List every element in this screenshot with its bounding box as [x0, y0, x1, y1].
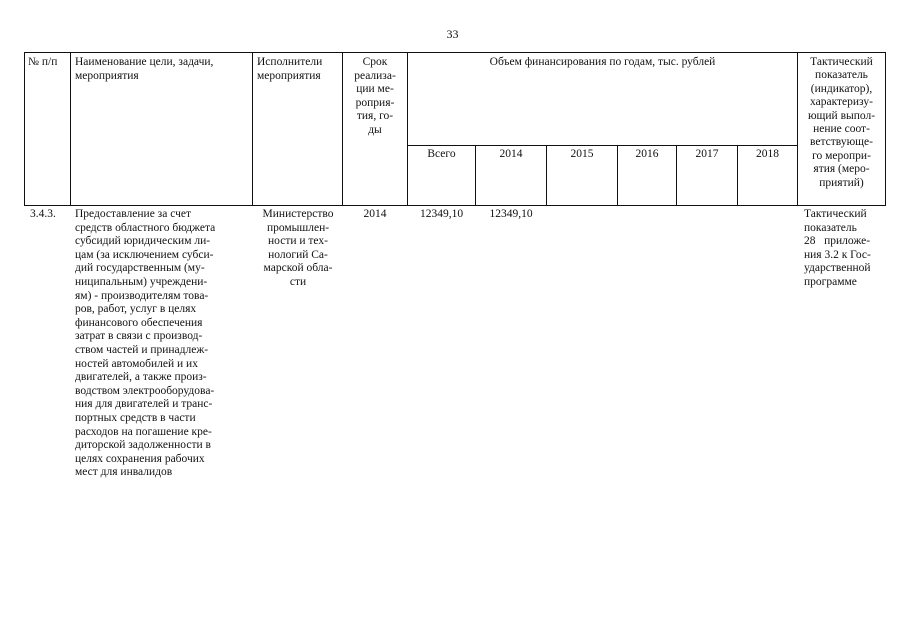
header-year-2016: 2016	[635, 148, 659, 160]
header-year-2014: 2014	[499, 148, 523, 160]
row-name-line: ния для двигателей и транс-	[75, 398, 213, 411]
header-total: Всего	[427, 148, 456, 160]
col-border	[24, 52, 25, 206]
row-name-line: ностей автомобилей и их	[75, 357, 198, 370]
row-name-line: ниципальным) учреждени-	[75, 275, 208, 288]
row-name-line: ров, работ, услуг в целях	[75, 303, 197, 316]
row-indicator-line: показатель	[804, 221, 857, 234]
year-subheader-border	[407, 145, 798, 146]
header-indicator-line: показатель	[815, 69, 868, 82]
row-name-line: Предоставление за счет	[75, 208, 191, 220]
row-name-line: цам (за исключением субси-	[75, 248, 214, 261]
row-indicator-line: 28 приложе-	[804, 235, 871, 248]
row-name-line: ством частей и принадлеж-	[75, 343, 209, 356]
row-name-line: мест для инвалидов	[75, 466, 173, 479]
header-indicator-line: характеризу-	[810, 96, 873, 109]
header-year-2018: 2018	[756, 148, 779, 160]
row-executor-line: сти	[289, 275, 307, 288]
row-num: 3.4.3.	[30, 208, 56, 220]
row-year-2014: 12349,10	[489, 208, 533, 220]
header-period-line: реализа-	[354, 69, 396, 82]
row-executor-line: промышлен-	[266, 221, 330, 234]
row-executors	[253, 208, 343, 290]
header-indicator-line: ветствующе-	[810, 136, 873, 149]
header-period-line: ды	[368, 123, 382, 136]
row-executor-line: марской обла-	[263, 262, 333, 275]
row-executor-line: ности и тех-	[268, 235, 328, 248]
header-indicator-line: ющий выпол-	[807, 109, 876, 122]
row-name-line: портных средств в части	[75, 411, 196, 424]
header-indicator-line: приятий)	[819, 176, 864, 189]
row-period: 2014	[363, 208, 387, 220]
header-period-line: ции ме-	[356, 83, 394, 96]
row-name-line: субсидий юридическим ли-	[75, 235, 211, 248]
header-name: Наименование цели, задачи, мероприятия	[75, 56, 214, 82]
header-bottom-border	[24, 205, 886, 206]
header-period	[343, 56, 407, 138]
row-total: 12349,10	[419, 208, 464, 220]
col-border	[252, 52, 253, 206]
header-indicator-line: Тактический	[810, 56, 873, 68]
row-indicator-line: программе	[804, 275, 857, 288]
row-executor-line: нологий Са-	[268, 248, 328, 261]
header-indicator-line: ятия (меро-	[813, 163, 870, 176]
row-indicator	[804, 208, 886, 290]
header-indicator-line: (индикатор),	[810, 82, 873, 95]
page-number: 33	[446, 27, 459, 41]
row-indicator-line: ударственной	[804, 262, 871, 275]
col-border	[70, 52, 71, 206]
header-year-2017: 2017	[695, 148, 719, 160]
header-financing: Объем финансирования по годам, тыс. рублей	[489, 56, 716, 68]
header-period-line: тия, го-	[356, 110, 394, 123]
row-name-line: средств областного бюджета	[75, 221, 216, 234]
row-name-line: расходов на погашение кре-	[75, 425, 212, 438]
header-period-line: Срок	[362, 56, 388, 68]
row-name-line: финансового обеспечения	[75, 316, 203, 329]
header-year-2015: 2015	[570, 148, 594, 160]
row-name-line: затрат в связи с производ-	[75, 330, 203, 343]
table-top-border	[24, 52, 886, 53]
header-indicator-line: нение соот-	[813, 123, 870, 136]
row-name-line: двигателей, а также произ-	[75, 371, 207, 384]
row-name-line: диторской задолженности в	[75, 439, 211, 452]
col-border	[407, 52, 408, 206]
row-name-line: целях сохранения рабочих	[75, 452, 205, 465]
row-executor-line: Министерство	[262, 208, 334, 220]
row-name-line: ям) - производителям това-	[75, 289, 209, 302]
header-num: № п/п	[28, 56, 58, 68]
row-name-line: водством электрооборудова-	[75, 384, 215, 397]
col-border	[885, 52, 886, 206]
header-indicator-line: го меропри-	[812, 149, 871, 162]
row-indicator-line: Тактический	[804, 208, 867, 220]
header-executors: Исполнители мероприятия	[257, 56, 323, 82]
header-indicator	[798, 56, 885, 190]
row-name-line: дий государственным (му-	[75, 262, 205, 275]
row-name	[75, 208, 253, 480]
header-period-line: роприя-	[355, 96, 395, 109]
row-indicator-line: ния 3.2 к Гос-	[804, 248, 871, 261]
